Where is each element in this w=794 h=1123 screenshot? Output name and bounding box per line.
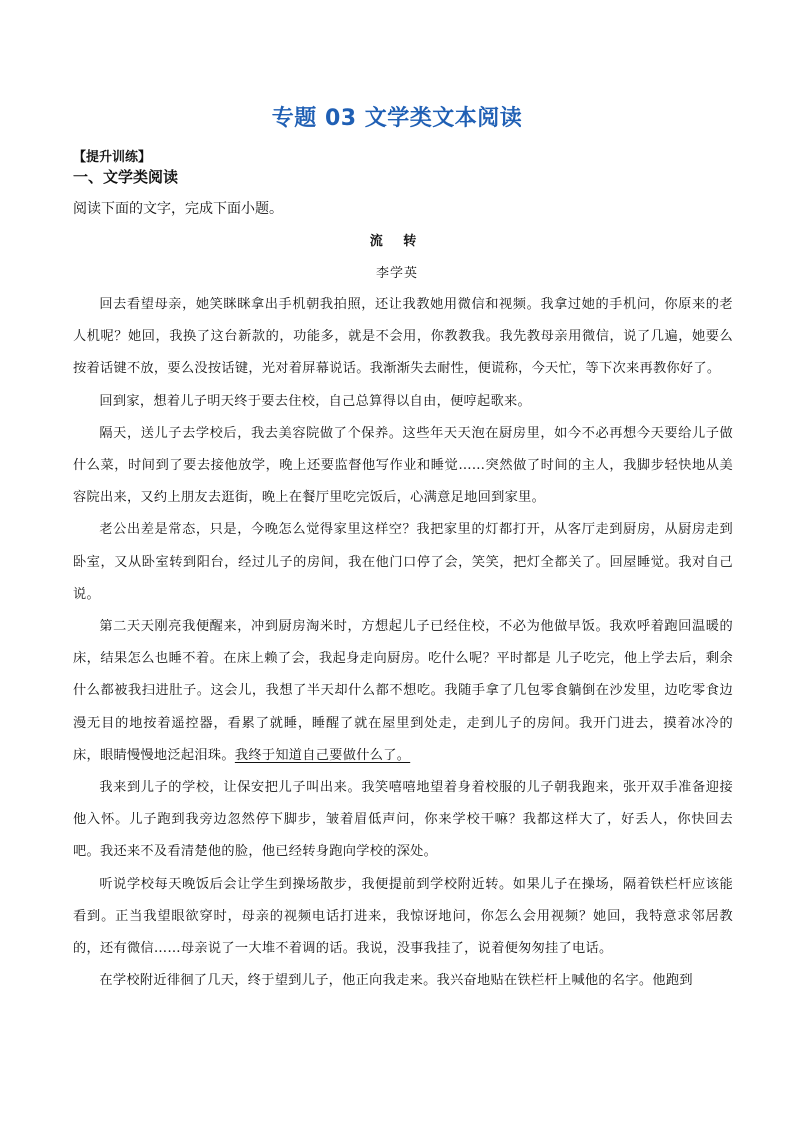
document-title: 专题 03 文学类文本阅读 (271, 106, 523, 131)
story-paragraph: 听说学校每天晚饭后会让学生到操场散步，我便提前到学校附近转。如果儿子在操场，隔着铁栏杆应该能看到。正当我望眼欲穿时，母亲的视频电话打进来，我惊讶地问，你怎么会用视频？她回，我特意求邻居教的，还有微信……母亲说了一大堆不着调的话。我说，没事我挂了，说着便匆匆挂了电话。 (73, 876, 733, 957)
story-paragraph: 老公出差是常态，只是，今晚怎么觉得家里这样空？我把家里的灯都打开，从客厅走到厨房，从厨房走到卧室，又从卧室转到阳台，经过儿子的房间，我在他门口停了会，笑笑，把灯全都关了。回屋睡觉。我对自己说。 (73, 522, 733, 602)
story-paragraph (73, 611, 733, 772)
reading-instruction: 阅读下面的文字，完成下面小题。 (73, 201, 283, 217)
section-heading: 一、文学类阅读 (73, 168, 179, 186)
paragraph-text: 第二天天刚亮我便醒来，冲到厨房淘米时，方想起儿子已经住校，不必为他做早饭。我欢呼着跑回温暖的床，结果怎么也睡不着。在床上赖了会，我起身走向厨房。吃什么呢？平时都是 儿子吃完，他上学去后，剩余什么都被我扫进肚子。这会儿，我想了半天却什么都不想吃。我随手拿了几包零食躺倒在沙发里，边吃零食边漫无目的地按着遥控器，看累了就睡，睡醒了就在屋里到处走，走到儿子的房间。我开门进去，摸着冰冷的床，眼睛慢慢地泛起泪珠。 (73, 619, 733, 763)
training-tag: 【提升训练】 (73, 150, 152, 165)
story-paragraph: 我来到儿子的学校，让保安把儿子叫出来。我笑嘻嘻地望着身着校服的儿子朝我跑来，张开双手准备迎接他入怀。儿子跑到我旁边忽然停下脚步，皱着眉低声问，你来学校干嘛？我都这样大了，好丢人，你快回去吧。我还来不及看清楚他的脸，他已经转身跑向学校的深处。 (73, 780, 733, 860)
story-paragraph: 回去看望母亲，她笑眯眯拿出手机朝我拍照，还让我教她用微信和视频。我拿过她的手机问，你原来的老人机呢？她回，我换了这台新款的，功能多，就是不会用，你教教我。我先教母亲用微信，说了几遍，她要么按着话键不放，要么没按话键，光对着屏幕说话。我渐渐失去耐性，便谎称，今天忙，等下次来再教你好了。 (73, 297, 733, 377)
story-title: 流 转 (369, 234, 425, 249)
story-paragraph: 隔天，送儿子去学校后，我去美容院做了个保养。这些年天天泡在厨房里，如今不必再想今天要给儿子做什么菜，时间到了要去接他放学，晚上还要监督他写作业和睡觉……突然做了时间的主人，我脚步轻快地从美容院出来，又约上朋友去逛街，晚上在餐厅里吃完饭后，心满意足地回到家里。 (73, 425, 733, 506)
story-paragraph: 回到家，想着儿子明天终于要去住校，自己总算得以自由，便哼起歌来。 (99, 393, 531, 409)
story-body (73, 289, 733, 997)
story-author: 李学英 (375, 266, 418, 281)
underlined-sentence: 我终于知道自己要做什么了。 (234, 747, 411, 763)
story-paragraph: 在学校附近徘徊了几天，终于望到儿子，他正向我走来。我兴奋地贴在铁栏杆上喊他的名字。他跑到 (99, 973, 693, 989)
